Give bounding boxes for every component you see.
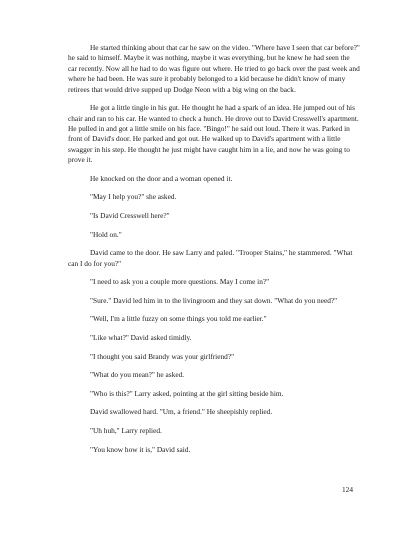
paragraph: He knocked on the door and a woman opened it. [90, 173, 233, 183]
paragraph: "I need to ask you a couple more questions. May I come in?" [90, 277, 270, 287]
paragraph: "Is David Cresswell here?" [90, 211, 170, 221]
body-text [68, 43, 360, 463]
paragraph: He started thinking about that car he saw on the video. "Where have I seen that car before?" he said to himself. Maybe it was nothing, maybe it was everything, but he knew he had seen the car recently. Now all he had to do was figure out where. He tried to go back over the past week and where he had been. He was sure it probably belonged to a kid because he didn't know of many retirees that would drive supped up Dodge Neon with a big wing on the back. [68, 43, 360, 94]
paragraph: "You know how it is," David said. [90, 444, 191, 454]
paragraph: "Well, I'm a little fuzzy on some things you told me earlier." [90, 314, 267, 324]
paragraph: "I thought you said Brandy was your girlfriend?" [90, 351, 235, 361]
paragraph: "Who is this?" Larry asked, pointing at the girl sitting beside him. [90, 388, 284, 398]
paragraph: He got a little tingle in his gut. He thought he had a spark of an idea. He jumped out of his chair and ran to his car. He wanted to check a hunch. He drove out to David Cresswell's apartment. He pulled in and got a little smile on his face. "Bingo!" he said out loud. There it was. Parked in front of David's door. He parked and got out. He walked up to David's apartment with a little swagger in his step. He thought he just might have caught him in a lie, and now he was going to prove it. [68, 103, 359, 165]
paragraph: "What do you mean?" he asked. [90, 370, 185, 380]
paragraph: "Sure." David led him in to the livingroom and they sat down. "What do you need?" [90, 295, 338, 305]
page-number: 124 [342, 485, 354, 494]
paragraph: "May I help you?" she asked. [90, 192, 177, 202]
paragraph: "Hold on." [90, 229, 122, 239]
paragraph: David came to the door. He saw Larry and paled. "Trooper Stains," he stammered. "What can I do for you?" [68, 248, 353, 268]
paragraph: "Like what?" David asked timidly. [90, 333, 192, 342]
paragraph: "Uh huh," Larry replied. [90, 425, 162, 435]
paragraph: David swallowed hard. "Um, a friend." He sheepishly replied. [90, 407, 273, 417]
